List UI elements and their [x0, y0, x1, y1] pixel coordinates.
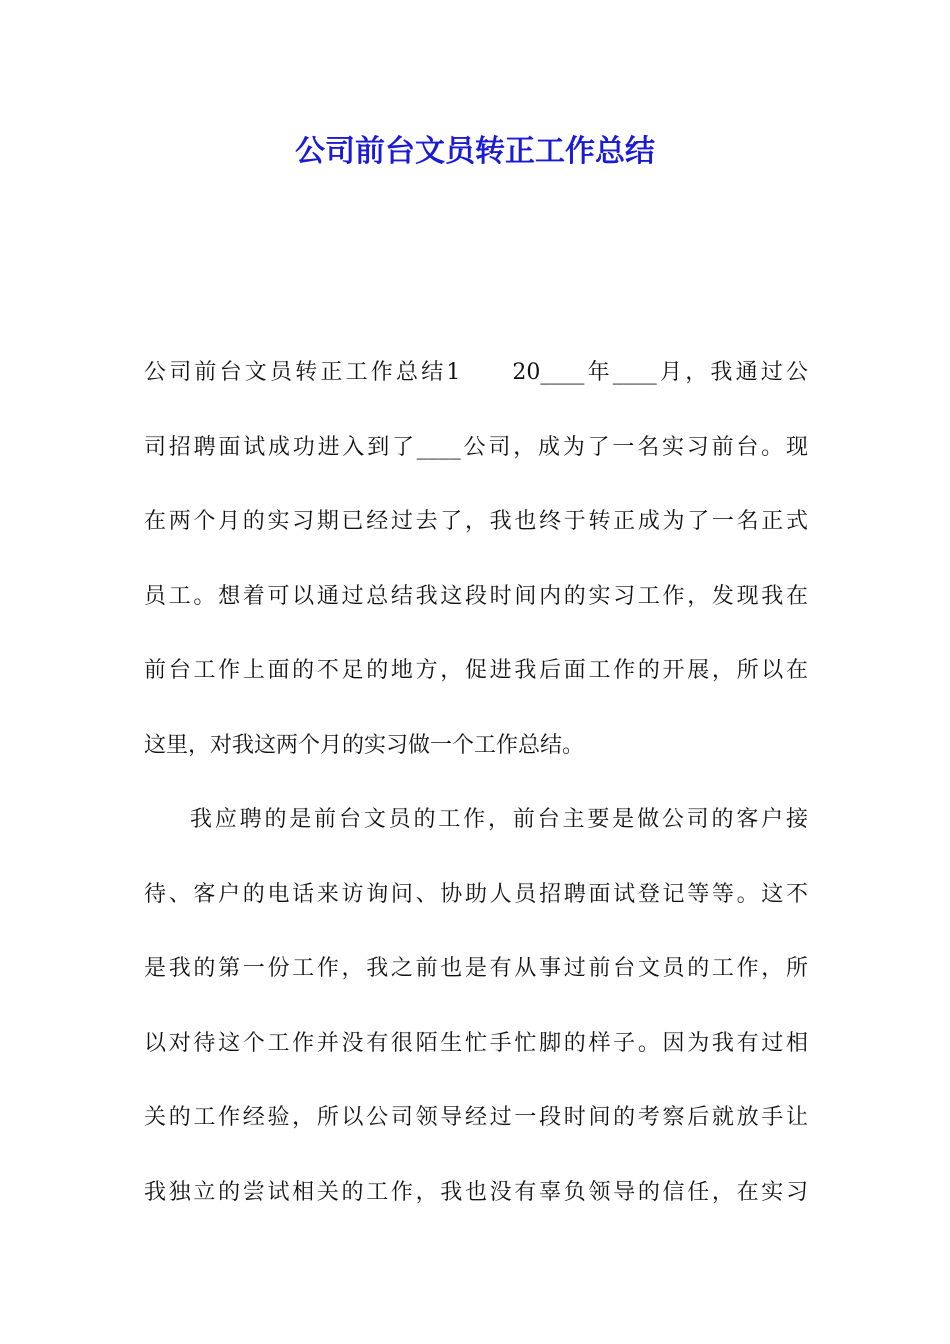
text-line: 员工。想着可以通过总结我这段时间内的实习工作，发现我在	[144, 583, 808, 609]
text-line: 我应聘的是前台文员的工作，前台主要是做公司的客户接	[190, 807, 808, 832]
text-line: 司招聘面试成功进入到了____公司，成为了一名实习前台。现	[144, 434, 808, 460]
text-line: 我独立的尝试相关的工作，我也没有辜负领导的信任，在实习	[144, 1179, 808, 1205]
text-line: 前台工作上面的不足的地方，促进我后面工作的开展，所以在	[144, 658, 808, 683]
text-line: 是我的第一份工作，我之前也是有从事过前台文员的工作，所	[144, 956, 808, 981]
text-segment: 20____年____月，我通过公	[512, 360, 809, 385]
document-body	[144, 336, 808, 1230]
text-line: 以对待这个工作并没有很陌生忙手忙脚的样子。因为我有过相	[144, 1030, 808, 1056]
section-heading-inline: 公司前台文员转正工作总结1	[144, 360, 461, 385]
text-line	[144, 336, 808, 411]
text-line: 待、客户的电话来访询问、协助人员招聘面试登记等等。这不	[144, 881, 808, 907]
text-line: 这里，对我这两个月的实习做一个工作总结。	[144, 732, 585, 758]
document-title: 公司前台文员转正工作总结	[295, 134, 655, 169]
text-line: 在两个月的实习期已经过去了，我也终于转正成为了一名正式	[144, 509, 808, 534]
text-line: 关的工作经验，所以公司领导经过一段时间的考察后就放手让	[144, 1105, 808, 1130]
